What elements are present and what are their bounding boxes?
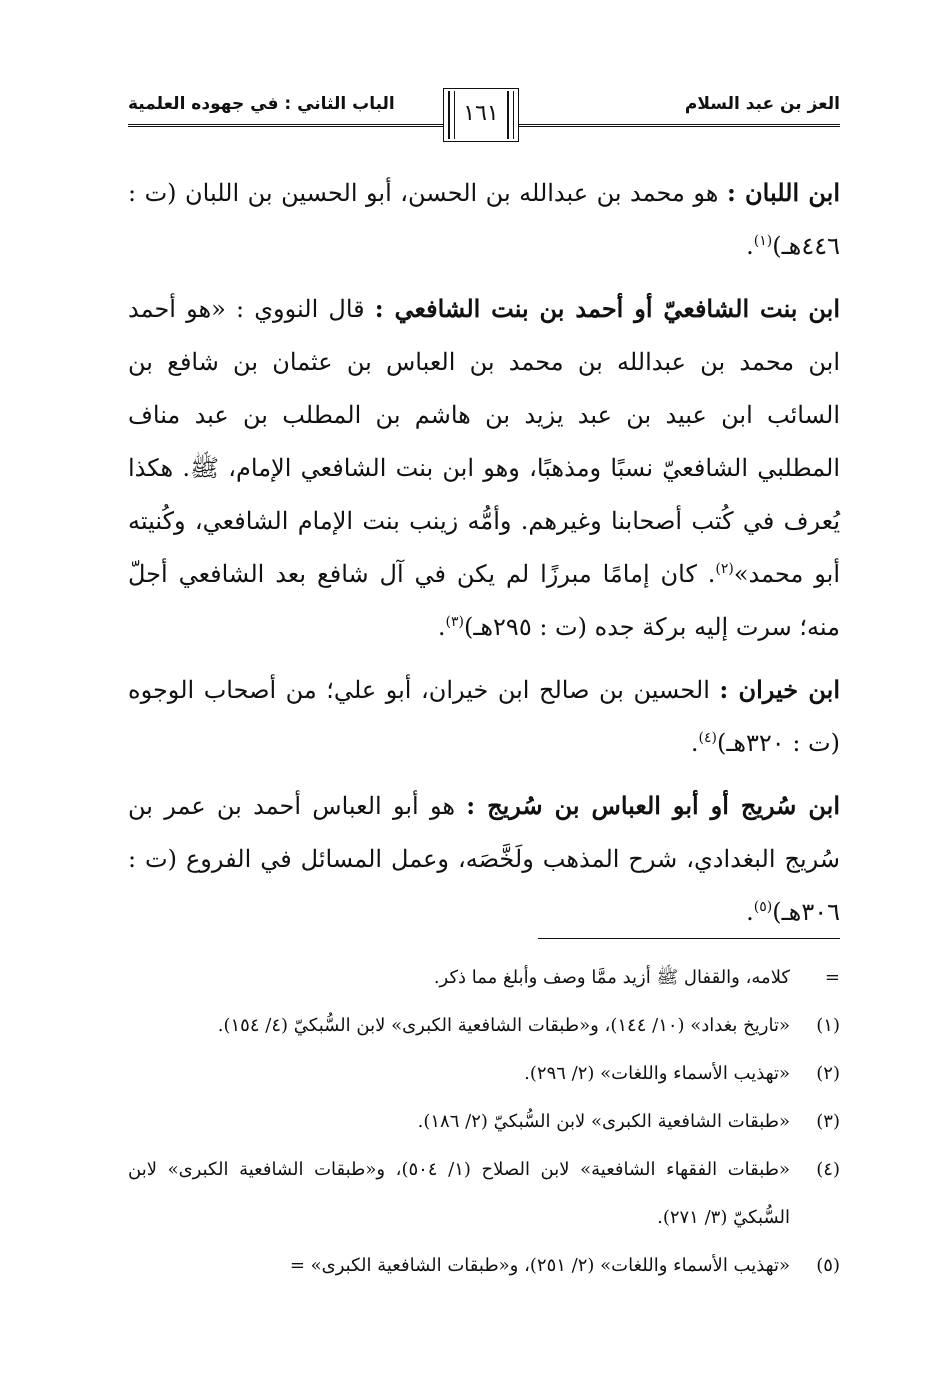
entry-ibn-bint-al-shafii: [128, 282, 840, 654]
entry-term: ابن سُريج أو أبو العباس بن سُريج :: [466, 791, 840, 820]
entry-ibn-khayran: [128, 663, 840, 770]
footnote-text: «طبقات الشافعية الكبرى» لابن السُّبكيّ (٢/ ١٨٦).: [417, 1111, 790, 1132]
entry-term: ابن بنت الشافعيّ أو أحمد بن بنت الشافعي :: [374, 294, 840, 323]
main-text: [128, 166, 840, 948]
footnote-number: (١): [816, 1015, 840, 1036]
footnote-text: «تاريخ بغداد» (١٠/ ١٤٤)، و«طبقات الشافعية الكبرى» لابن السُّبكيّ (٤/ ١٥٤).: [217, 1015, 790, 1036]
footnote-separator: [538, 938, 840, 939]
footnotes: [128, 954, 840, 1290]
entry-end: .: [746, 898, 754, 926]
entry-ibn-surayj: [128, 779, 840, 939]
footnote-item: [128, 954, 840, 1002]
footnote-number: =: [824, 967, 840, 988]
entry-end: .: [437, 613, 446, 641]
entry-term: ابن خيران :: [719, 675, 840, 704]
footnote-ref[interactable]: (٥): [753, 899, 773, 915]
footnote-ref[interactable]: (٣): [445, 614, 464, 630]
chapter-title: الباب الثاني : في جهوده العلمية: [128, 94, 395, 114]
footnote-text: «تهذيب الأسماء واللغات» (٢/ ٢٩٦).: [524, 1063, 790, 1084]
entry-end: .: [746, 232, 754, 260]
entry-term: ابن اللبان :: [726, 178, 841, 207]
footnote-number: (٢): [816, 1063, 840, 1084]
footnote-item: [128, 1242, 840, 1290]
entry-ibn-al-labban: [128, 166, 840, 273]
page-number: ١٦١: [463, 101, 499, 126]
footnote-ref[interactable]: (٢): [715, 561, 734, 577]
page-number-frame: [443, 88, 519, 142]
entry-end: . كان إمامًا مبرزًا لم يكن في آل شافع بعد الشافعي أجلّ منه؛ سرت إليه بركة جده (ت : ٢٩٥هـ): [128, 560, 840, 641]
footnote-item: [128, 1146, 840, 1242]
entry-text: هو أبو العباس أحمد بن عمر بن سُريج البغدادي، شرح المذهب ولَخَّصَه، وعمل المسائل في الفروع (ت : ٣٠٦هـ): [128, 792, 840, 926]
footnote-text: «تهذيب الأسماء واللغات» (٢/ ٢٥١)، و«طبقات الشافعية الكبرى» =: [289, 1255, 790, 1276]
footnote-text: «طبقات الفقهاء الشافعية» لابن الصلاح (١/ ٥٠٤)، و«طبقات الشافعية الكبرى» لابن السُّبكيّ (٣/ ٢٧١).: [128, 1159, 790, 1228]
entry-text: قال النووي : «هو أحمد ابن محمد بن عبدالله بن محمد بن العباس بن عثمان بن شافع بن السائب ابن عبيد بن عبد يزيد بن هاشم بن المطلب بن عبد مناف المطلبي الشافعيّ نسبًا ومذهبًا، وهو ابن بنت الشافعي الإمام، ﷺ. هكذا يُعرف في كُتب أصحابنا وغيرهم. وأمُّه زينب بنت الإمام الشافعي، وكُنيته أبو محمد»: [128, 295, 841, 588]
footnote-text: كلامه، والقفال ﷺ أزيد ممَّا وصف وأبلغ مما ذكر.: [433, 967, 790, 988]
entry-end: .: [690, 729, 699, 757]
footnote-item: [128, 1098, 840, 1146]
footnote-number: (٣): [816, 1111, 840, 1132]
footnote-item: [128, 1002, 840, 1050]
footnote-item: [128, 1050, 840, 1098]
running-header: [128, 86, 840, 150]
book-title: العز بن عبد السلام: [684, 94, 840, 114]
footnote-ref[interactable]: (١): [753, 233, 773, 249]
footnote-number: (٤): [816, 1159, 840, 1180]
entry-text: الحسين بن صالح ابن خيران، أبو علي؛ من أصحاب الوجوه (ت : ٣٢٠هـ): [128, 676, 840, 757]
entry-text: هو محمد بن عبدالله بن الحسن، أبو الحسين بن اللبان (ت : ٤٤٦هـ): [128, 179, 840, 260]
footnote-number: (٥): [816, 1255, 840, 1276]
footnote-ref[interactable]: (٤): [698, 730, 717, 746]
